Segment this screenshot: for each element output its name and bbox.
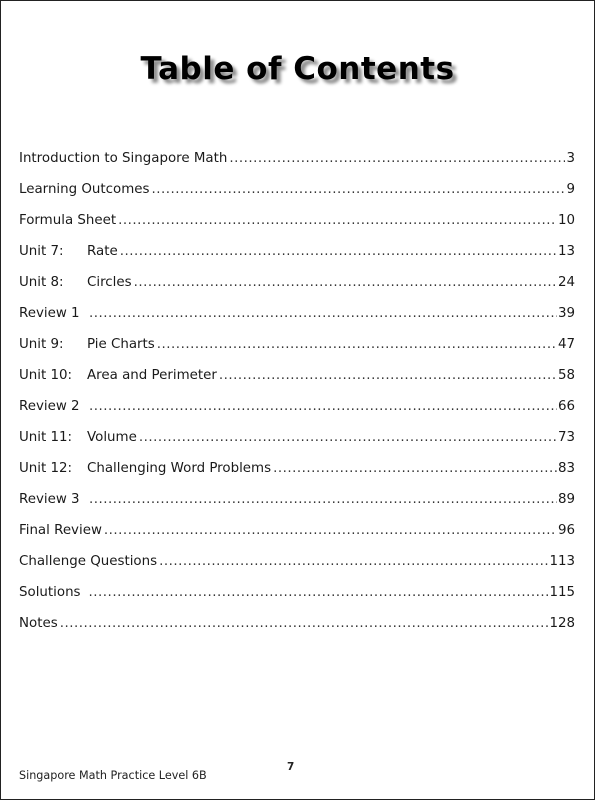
page-title: Table of Contents <box>140 51 455 87</box>
toc-unit-label: Unit 12: <box>19 461 73 476</box>
toc-entry-unit-9 <box>19 337 575 368</box>
toc-unit-label: Unit 7: <box>19 244 64 259</box>
book-title-footer: Singapore Math Practice Level 6B <box>19 769 207 782</box>
dot-leader <box>273 461 557 476</box>
table-of-contents <box>19 151 575 647</box>
toc-entry-title: Final Review <box>19 523 102 538</box>
dot-leader <box>118 213 557 228</box>
toc-page-number: 47 <box>557 337 575 352</box>
toc-entry-unit-10 <box>19 368 575 399</box>
toc-unit-label: Review 2 <box>19 399 80 414</box>
toc-entry-title: Pie Charts <box>87 337 155 352</box>
toc-entry-title: Solutions <box>19 585 81 600</box>
toc-entry-review-2 <box>19 399 575 430</box>
toc-entry-challenge-questions <box>19 554 575 585</box>
toc-page-number: 24 <box>557 275 575 290</box>
dot-leader <box>89 585 549 600</box>
toc-entry-title: Circles <box>87 275 132 290</box>
toc-page-number: 113 <box>549 554 575 569</box>
page-number: 7 <box>287 761 295 773</box>
toc-entry-title: Rate <box>87 244 118 259</box>
toc-page-number: 10 <box>557 213 575 228</box>
dot-leader <box>151 182 565 197</box>
toc-page-number: 39 <box>557 306 575 321</box>
toc-entry-unit-12 <box>19 461 575 492</box>
dot-leader <box>157 337 557 352</box>
toc-unit-label: Unit 8: <box>19 275 64 290</box>
toc-unit-label: Review 3 <box>19 492 80 507</box>
toc-entry-learning-outcomes <box>19 182 575 213</box>
toc-page-number: 3 <box>566 151 575 166</box>
dot-leader <box>159 554 548 569</box>
toc-entry-title: Notes <box>19 616 58 631</box>
dot-leader <box>89 306 557 321</box>
toc-page-number: 73 <box>557 430 575 445</box>
toc-entry-solutions <box>19 585 575 616</box>
toc-entry-unit-11 <box>19 430 575 461</box>
toc-page-number: 96 <box>557 523 575 538</box>
toc-entry-title: Challenging Word Problems <box>87 461 272 476</box>
toc-entry-unit-8 <box>19 275 575 306</box>
toc-entry-unit-7 <box>19 244 575 275</box>
toc-entry-review-1 <box>19 306 575 337</box>
toc-page-number: 66 <box>557 399 575 414</box>
toc-entry-title: Volume <box>87 430 137 445</box>
toc-entry-title: Introduction to Singapore Math <box>19 151 228 166</box>
toc-unit-label: Unit 9: <box>19 337 64 352</box>
dot-leader <box>60 616 549 631</box>
dot-leader <box>229 151 565 166</box>
dot-leader <box>104 523 557 538</box>
toc-unit-label: Review 1 <box>19 306 80 321</box>
toc-unit-label: Unit 11: <box>19 430 73 445</box>
toc-entry-introduction <box>19 151 575 182</box>
toc-entry-final-review <box>19 523 575 554</box>
toc-page-number: 9 <box>566 182 575 197</box>
dot-leader <box>134 275 557 290</box>
dot-leader <box>89 492 557 507</box>
toc-entry-title: Learning Outcomes <box>19 182 150 197</box>
toc-entry-review-3 <box>19 492 575 523</box>
dot-leader <box>120 244 557 259</box>
dot-leader <box>219 368 557 383</box>
toc-unit-label: Unit 10: <box>19 368 73 383</box>
toc-entry-title: Challenge Questions <box>19 554 158 569</box>
toc-entry-title: Formula Sheet <box>19 213 117 228</box>
toc-page-number: 13 <box>557 244 575 259</box>
toc-page-number: 83 <box>557 461 575 476</box>
toc-page-number: 115 <box>549 585 575 600</box>
toc-entry-formula-sheet <box>19 213 575 244</box>
toc-entry-title: Area and Perimeter <box>87 368 217 383</box>
toc-page-number: 89 <box>557 492 575 507</box>
dot-leader <box>89 399 557 414</box>
toc-page-number: 58 <box>557 368 575 383</box>
toc-entry-notes <box>19 616 575 647</box>
dot-leader <box>139 430 557 445</box>
toc-page-number: 128 <box>549 616 575 631</box>
